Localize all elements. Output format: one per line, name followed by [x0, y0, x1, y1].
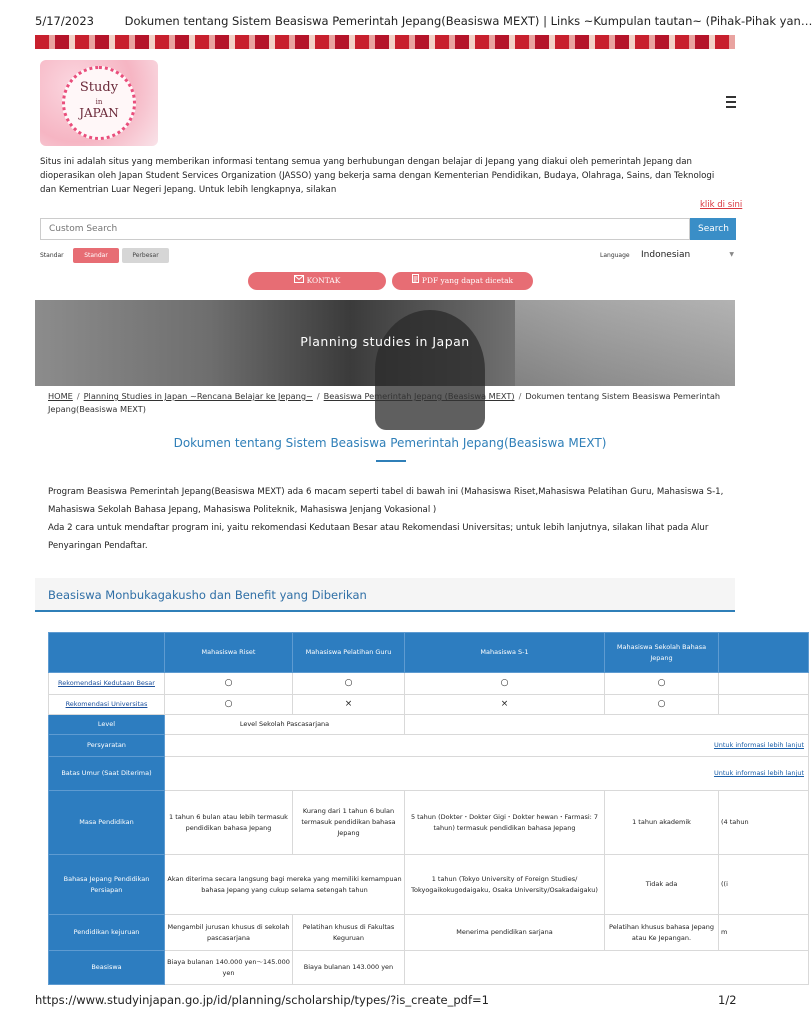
print-url: https://www.studyinjapan.go.jp/id/planning/scholarship/types/?is_create_pdf=1 — [35, 993, 489, 1007]
table-cell — [405, 951, 809, 985]
table-cell: Akan diterima secara langsung bagi mereka yang memiliki kemampuan bahasa Jepang yang cukup selama setengah tahun — [165, 855, 405, 915]
font-size-label: Standar — [40, 252, 64, 259]
scholarship-table — [48, 632, 804, 986]
table-row — [49, 673, 809, 695]
print-document-title: Dokumen tentang Sistem Beasiswa Pemerintah Jepang(Beasiswa MEXT) | Links ~Kumpulan tautan~ (Pihak-Pihak yan… — [124, 14, 812, 28]
logo-text-study: Study — [79, 80, 119, 95]
search-button[interactable]: Search — [690, 218, 736, 240]
breadcrumb-planning[interactable]: Planning Studies in Japan ~Rencana Belajar ke Jepang~ — [83, 391, 313, 401]
decorative-banner — [35, 35, 735, 49]
table-row — [49, 695, 809, 715]
table-header-row — [49, 633, 809, 673]
persyaratan-info-link[interactable]: Untuk informasi lebih lanjut — [165, 735, 809, 757]
table-cell: ○ — [165, 673, 293, 695]
table-cell: Biaya bulanan 140.000 yen～145.000 yen — [165, 951, 293, 985]
intro-more-link[interactable]: klik di sini — [700, 200, 743, 210]
title-underline — [376, 460, 406, 462]
breadcrumb-current: Dokumen tentang Sistem Beasiswa Pemerintah Jepang(Beasiswa MEXT) — [48, 391, 721, 414]
table-cell: (4 tahun — [719, 791, 809, 855]
table-cell: ((i — [719, 855, 809, 915]
col-header-pelatihan-guru: Mahasiswa Pelatihan Guru — [293, 633, 405, 673]
table-cell: 5 tahun (Dokter・Dokter Gigi・Dokter hewan・Farmasi: 7 tahun) termasuk pendidikan bahasa Jepang — [405, 791, 605, 855]
table-cell: Tidak ada — [605, 855, 719, 915]
table-cell: Menerima pendidikan sarjana — [405, 915, 605, 951]
table-row — [49, 757, 809, 791]
table-cell: ○ — [605, 695, 719, 715]
table-cell: 1 tahun (Tokyo University of Foreign Studies/ Tokyogaikokugodaigaku, Osaka University/Osakadaigaku) — [405, 855, 605, 915]
page-title: Dokumen tentang Sistem Beasiswa Pemerintah Jepang(Beasiswa MEXT) — [173, 436, 607, 450]
row-head-kejuruan: Pendidikan kejuruan — [49, 915, 165, 951]
print-header — [35, 14, 812, 28]
chevron-down-icon: ▼ — [729, 251, 734, 258]
print-footer — [35, 993, 768, 1007]
table-cell: × — [405, 695, 605, 715]
batas-umur-info-link[interactable]: Untuk informasi lebih lanjut — [165, 757, 809, 791]
site-intro-text: Situs ini adalah situs yang memberikan informasi tentang semua yang berhubungan dengan belajar di Jepang yang diakui oleh pemerintah Jepang dan dioperasikan oleh Japan Student Services Organization (JASSO) yang bekerja sama dengan Kementerian Pendidikan, Budaya, Olahraga, Sains, dan Teknologi dan Kementrian Luar Negeri Jepang. Untuk lebih lengkapnya, silakan — [40, 157, 715, 195]
row-head-level: Level — [49, 715, 165, 735]
table-cell — [719, 695, 809, 715]
row-head-bahasa: Bahasa Jepang Pendidikan Persiapan — [49, 855, 165, 915]
section-header — [35, 578, 735, 612]
row-head-persyaratan: Persyaratan — [49, 735, 165, 757]
document-icon — [412, 272, 419, 290]
table-cell-level: Level Sekolah Pascasarjana — [165, 715, 405, 735]
breadcrumb-scholarship[interactable]: Beasiswa Pemerintah Jepang (Beasiswa MEXT) — [323, 391, 515, 401]
hero-title: Planning studies in Japan — [300, 334, 470, 349]
table-row — [49, 855, 809, 915]
table-row — [49, 715, 809, 735]
col-header-sekolah-bahasa: Mahasiswa Sekolah Bahasa Jepang — [605, 633, 719, 673]
breadcrumb: HOME / Planning Studies in Japan ~Rencana Belajar ke Jepang~ / Beasiswa Pemerintah Jepang (Beasiswa MEXT) / Dokumen tentang Sistem Beasiswa Pemerintah Jepang(Beasiswa MEXT) — [48, 391, 721, 414]
table-cell: 1 tahun 6 bulan atau lebih termasuk pendidikan bahasa Jepang — [165, 791, 293, 855]
body-text — [48, 483, 738, 555]
table-cell: Kurang dari 1 tahun 6 bulan termasuk pendidikan bahasa Jepang — [293, 791, 405, 855]
language-label: Language — [600, 252, 630, 259]
print-date: 5/17/2023 — [35, 14, 94, 28]
row-head-batas-umur: Batas Umur (Saat Diterima) — [49, 757, 165, 791]
table-row — [49, 915, 809, 951]
table-cell: Pelatihan khusus di Fakultas Keguruan — [293, 915, 405, 951]
search-input[interactable] — [40, 218, 690, 240]
logo-text-japan: JAPAN — [79, 106, 119, 120]
table-cell: ○ — [605, 673, 719, 695]
table-row — [49, 791, 809, 855]
col-header-cut — [719, 633, 809, 673]
table-cell: × — [293, 695, 405, 715]
section-title: Beasiswa Monbukagakusho dan Benefit yang Diberikan — [48, 588, 367, 602]
contact-button[interactable] — [248, 272, 386, 290]
envelope-icon — [294, 272, 304, 290]
logo-text-in: in — [95, 98, 103, 106]
table-cell — [405, 715, 809, 735]
table-cell: ○ — [293, 673, 405, 695]
font-size-standard-button[interactable]: Standar — [73, 248, 119, 263]
table-cell: ○ — [165, 695, 293, 715]
breadcrumb-home[interactable]: HOME — [48, 391, 73, 401]
row-head-kedutaan[interactable]: Rekomendasi Kedutaan Besar — [49, 673, 165, 695]
table-cell: m — [719, 915, 809, 951]
body-paragraph-2: Ada 2 cara untuk mendaftar program ini, yaitu rekomendasi Kedutaan Besar atau Rekomendasi Universitas; untuk lebih lanjutnya, silakan lihat pada Alur Penyaringan Pendaftar. — [48, 523, 709, 551]
row-head-universitas[interactable]: Rekomendasi Universitas — [49, 695, 165, 715]
table-cell — [719, 673, 809, 695]
col-header-riset: Mahasiswa Riset — [165, 633, 293, 673]
printable-pdf-button[interactable] — [392, 272, 533, 290]
contact-label: KONTAK — [306, 276, 341, 285]
table-cell: Biaya bulanan 143.000 yen — [293, 951, 405, 985]
table-row — [49, 951, 809, 985]
table-cell: Pelatihan khusus bahasa Jepang atau Ke Jepangan. — [605, 915, 719, 951]
table-cell: 1 tahun akademik — [605, 791, 719, 855]
table-cell: Mengambil jurusan khusus di sekolah pascasarjana — [165, 915, 293, 951]
table-row — [49, 735, 809, 757]
table-cell: ○ — [405, 673, 605, 695]
hero-banner — [35, 300, 735, 386]
col-header-s1: Mahasiswa S-1 — [405, 633, 605, 673]
printable-pdf-label: PDF yang dapat dicetak — [421, 276, 514, 285]
body-paragraph-1: Program Beasiswa Pemerintah Jepang(Beasiswa MEXT) ada 6 macam seperti tabel di bawah ini (Mahasiswa Riset,Mahasiswa Pelatihan Guru, Mahasiswa S-1, Mahasiswa Sekolah Bahasa Jepang, Mahasiswa Politeknik, Mahasiswa Jenjang Vokasional ) — [48, 487, 724, 515]
row-head-masa: Masa Pendidikan — [49, 791, 165, 855]
menu-icon[interactable] — [726, 96, 736, 108]
font-size-large-button[interactable]: Perbesar — [122, 248, 169, 263]
study-in-japan-logo[interactable] — [40, 60, 158, 146]
row-head-beasiswa: Beasiswa — [49, 951, 165, 985]
language-value: Indonesian — [641, 250, 691, 260]
table-corner — [49, 633, 165, 673]
print-page-number: 1/2 — [718, 993, 737, 1007]
language-select[interactable] — [638, 246, 738, 264]
